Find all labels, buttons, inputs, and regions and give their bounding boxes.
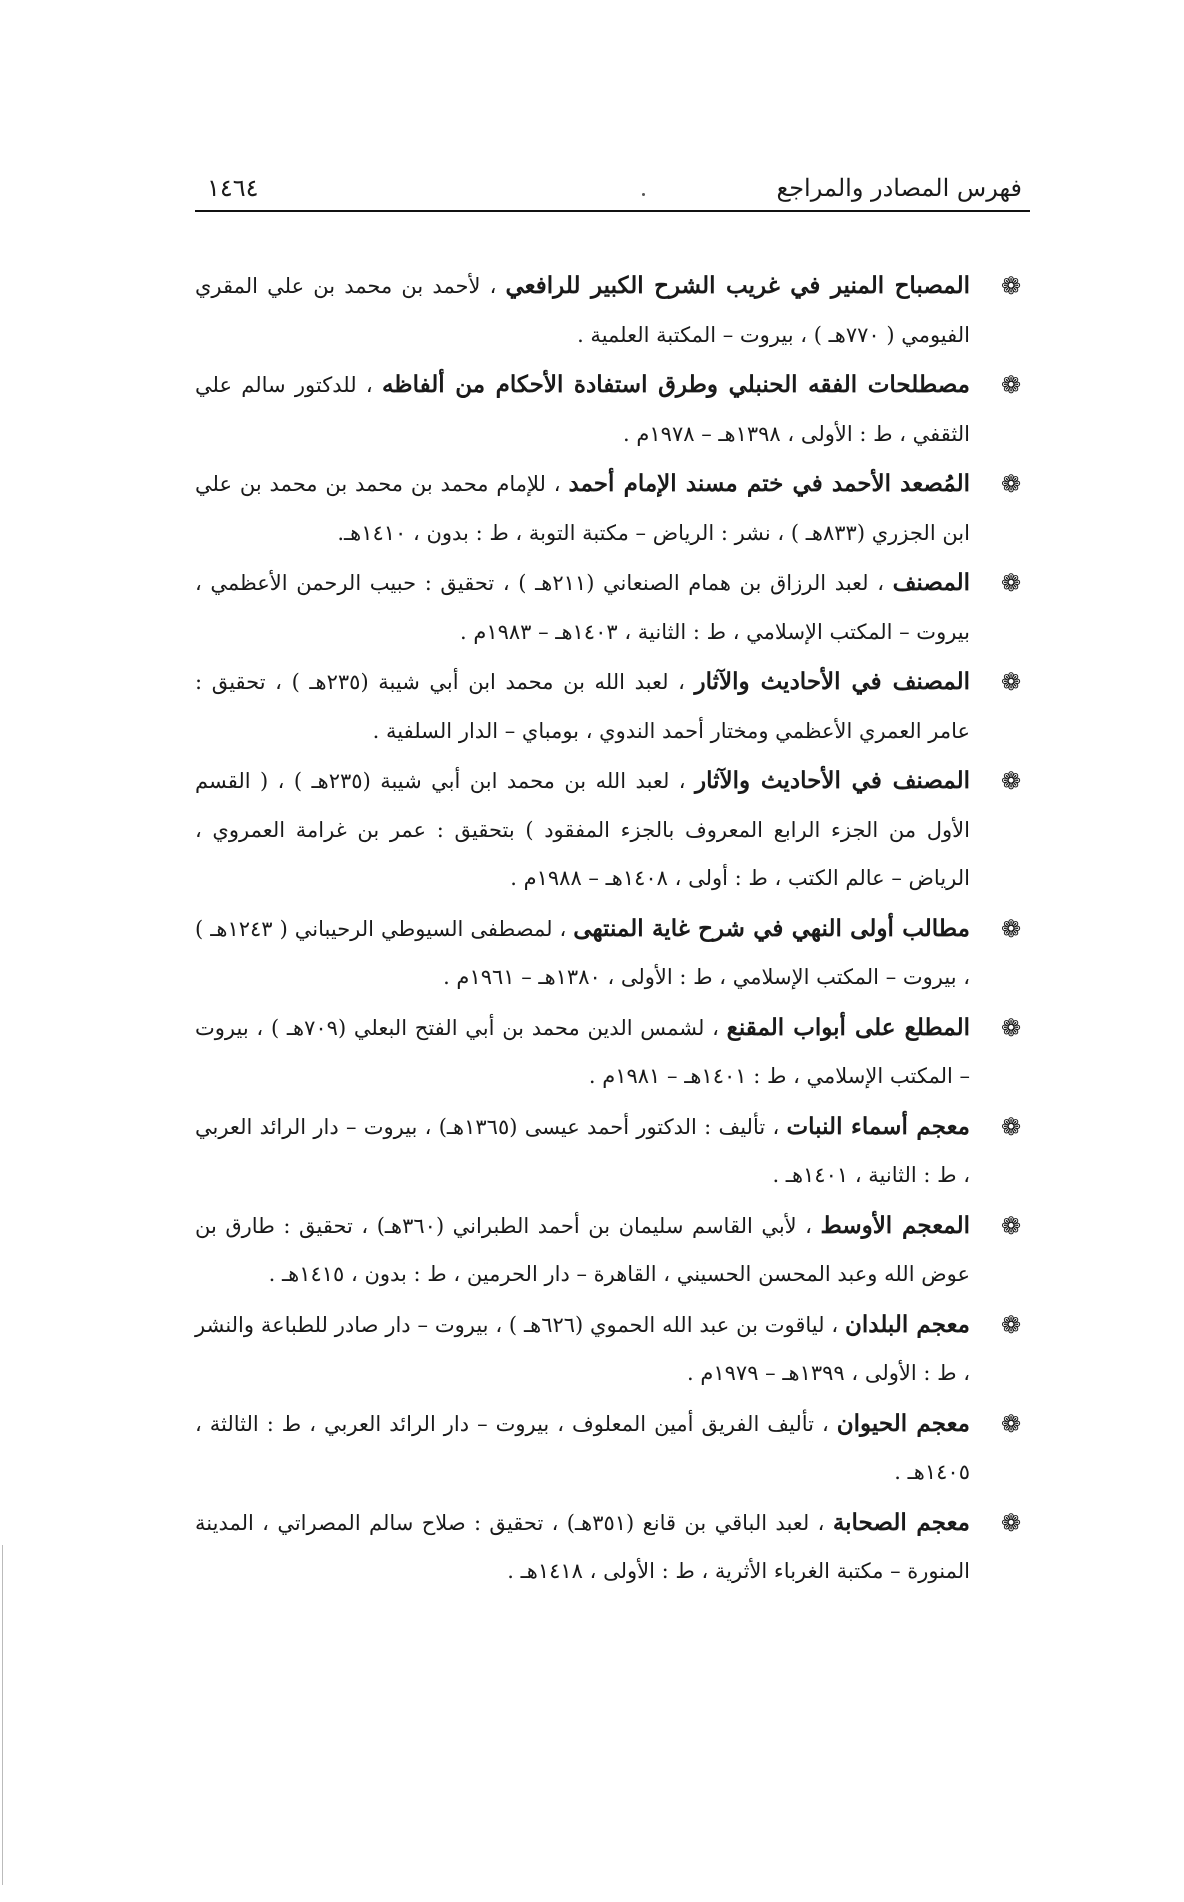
bibliography-list	[195, 262, 1030, 1598]
flower-bullet-icon: ❁	[1000, 1409, 1022, 1438]
entry-title: المُصعد الأحمد في ختم مسند الإمام أحمد	[568, 470, 970, 497]
flower-bullet-icon: ❁	[1000, 569, 1022, 597]
bibliography-entry	[195, 1301, 1030, 1398]
entry-text: ، لشمس الدين محمد بن أبي الفتح البعلي (٧٠٩هـ ) ، بيروت – المكتب الإسلامي ، ط : ١٤٠١هـ – ١٩٨١م .	[195, 1015, 970, 1088]
bibliography-entry	[195, 905, 1030, 1002]
entry-title: المعجم الأوسط	[820, 1211, 970, 1239]
running-title: فهرس المصادر والمراجع	[776, 174, 1022, 202]
entry-text: ، للإمام محمد بن محمد بن محمد بن علي ابن الجزري (٨٣٣هـ ) ، نشر : الرياض – مكتبة التوبة ، ط : بدون ، ١٤١٠هـ.	[195, 472, 970, 545]
entry-text: ، لأحمد بن محمد بن علي المقري الفيومي ( ٧٧٠هـ ) ، بيروت – المكتبة العلمية .	[195, 274, 970, 347]
flower-bullet-icon: ❁	[1000, 914, 1022, 943]
entry-title: المصنف	[892, 569, 971, 596]
bibliography-entry	[195, 658, 1030, 755]
bibliography-entry	[195, 460, 1030, 557]
flower-bullet-icon: ❁	[1000, 767, 1022, 795]
entry-title: المطلع على أبواب المقنع	[726, 1013, 970, 1041]
entry-text: ، للدكتور سالم علي الثقفي ، ط : الأولى ، ١٣٩٨هـ – ١٩٧٨م .	[195, 373, 970, 446]
bibliography-entry	[195, 559, 1030, 656]
flower-bullet-icon: ❁	[1000, 668, 1022, 696]
bibliography-entry	[195, 1400, 1030, 1497]
bibliography-entry	[195, 1004, 1030, 1101]
entry-title: معجم الصحابة	[832, 1508, 970, 1536]
flower-bullet-icon: ❁	[1000, 1310, 1022, 1339]
entry-title: معجم أسماء النبات	[786, 1112, 970, 1140]
bibliography-entry	[195, 1103, 1030, 1200]
entry-text: ، لأبي القاسم سليمان بن أحمد الطبراني (٣٦٠هـ) ، تحقيق : طارق بن عوض الله وعبد المحسن الحسيني ، القاهرة – دار الحرمين ، ط : بدون ، ١٤١٥هـ .	[195, 1213, 970, 1286]
entry-text: ، لعبد الباقي بن قانع (٣٥١هـ) ، تحقيق : صلاح سالم المصراتي ، المدينة المنورة – مكتبة الغرباء الأثرية ، ط : الأولى ، ١٤١٨هـ .	[195, 1510, 970, 1583]
page-number: ١٤٦٤	[207, 174, 259, 202]
flower-bullet-icon: ❁	[1000, 1112, 1022, 1141]
entry-title: مطالب أولى النهي في شرح غاية المنتهى	[573, 914, 970, 942]
entry-text: ، لعبد الله بن محمد ابن أبي شيبة (٢٣٥هـ ) ، تحقيق : عامر العمري الأعظمي ومختار أحمد الندوي ، بومباي – الدار السلفية .	[195, 670, 970, 743]
flower-bullet-icon: ❁	[1000, 272, 1022, 300]
bibliography-entry	[195, 1202, 1030, 1299]
entry-title: المصنف في الأحاديث والآثار	[695, 767, 970, 794]
page-header	[195, 160, 1030, 212]
flower-bullet-icon: ❁	[1000, 1508, 1022, 1537]
entry-text: ، لعبد الرزاق بن همام الصنعاني (٢١١هـ ) ، تحقيق : حبيب الرحمن الأعظمي ، بيروت – المكتب الإسلامي ، ط : الثانية ، ١٤٠٣هـ – ١٩٨٣م .	[195, 571, 970, 644]
header-dot	[642, 193, 645, 196]
entry-text: ، لعبد الله بن محمد ابن أبي شيبة (٢٣٥هـ ) ، ( القسم الأول من الجزء الرابع المعروف بالجزء المفقود ) بتحقيق : عمر بن غرامة العمروي ، الرياض – عالم الكتب ، ط : أولى ، ١٤٠٨هـ – ١٩٨٨م .	[195, 769, 970, 890]
entry-title: المصنف في الأحاديث والآثار	[694, 668, 970, 695]
entry-text: ، لياقوت بن عبد الله الحموي (٦٢٦هـ ) ، بيروت – دار صادر للطباعة والنشر ، ط : الأولى ، ١٣٩٩هـ – ١٩٧٩م .	[195, 1312, 970, 1385]
entry-text: ، تأليف : الدكتور أحمد عيسى (١٣٦٥هـ) ، بيروت – دار الرائد العربي ، ط : الثانية ، ١٤٠١هـ .	[195, 1114, 970, 1187]
entry-title: المصباح المنير في غريب الشرح الكبير للرافعي	[505, 272, 971, 299]
bibliography-entry	[195, 1499, 1030, 1596]
entry-text: ، تأليف الفريق أمين المعلوف ، بيروت – دار الرائد العربي ، ط : الثالثة ، ١٤٠٥هـ .	[195, 1411, 970, 1484]
flower-bullet-icon: ❁	[1000, 1013, 1022, 1042]
entry-title: معجم البلدان	[844, 1310, 971, 1338]
scan-edge-line	[2, 1545, 3, 1885]
flower-bullet-icon: ❁	[1000, 1211, 1022, 1240]
flower-bullet-icon: ❁	[1000, 371, 1022, 399]
entry-title: معجم الحيوان	[836, 1409, 970, 1437]
bibliography-entry	[195, 262, 1030, 359]
bibliography-entry	[195, 757, 1030, 903]
entry-text: ، لمصطفى السيوطي الرحيباني ( ١٢٤٣هـ ) ، بيروت – المكتب الإسلامي ، ط : الأولى ، ١٣٨٠هـ – ١٩٦١م .	[195, 916, 970, 989]
entry-title: مصطلحات الفقه الحنبلي وطرق استفادة الأحكام من ألفاظه	[381, 371, 971, 398]
flower-bullet-icon: ❁	[1000, 470, 1022, 498]
bibliography-entry	[195, 361, 1030, 458]
